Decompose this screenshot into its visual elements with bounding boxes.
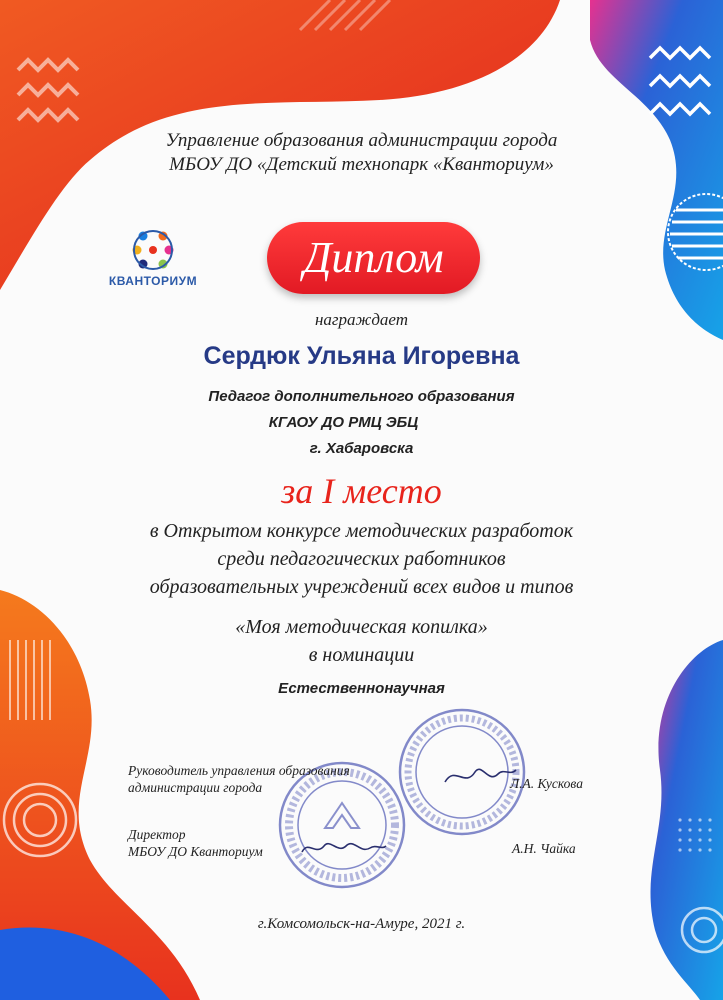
signature-2-name: А.Н. Чайка xyxy=(512,841,576,856)
awards-word: награждает xyxy=(314,310,409,329)
contest-line-3: образовательных учреждений всех видов и типов xyxy=(149,576,574,598)
signature-1-name: Л.А. Кускова xyxy=(510,776,583,791)
signature-2-role-line-1: Директор xyxy=(128,827,186,842)
recipient-organization: КГАОУ ДО РМЦ ЭБЦ xyxy=(268,414,419,431)
signature-2-role-line-2: МБОУ ДО Кванториум xyxy=(128,844,263,859)
signature-1-role xyxy=(128,762,350,796)
signature-1-role-line-1: Руководитель управления образования xyxy=(128,763,350,778)
signature-2-role xyxy=(128,826,263,860)
contest-line-2: среди педагогических работников xyxy=(217,548,506,570)
footer-place-year: г.Комсомольск-на-Амуре, 2021 г. xyxy=(257,916,466,932)
contest-line-5: в номинации xyxy=(308,644,415,666)
signature-1-role-line-2: администрации города xyxy=(128,780,263,795)
signature-2-icon xyxy=(298,832,388,862)
nomination: Естественнонаучная xyxy=(278,680,445,697)
kvantorium-logo-icon xyxy=(92,226,214,274)
contest-name: «Моя методическая копилка» xyxy=(235,616,488,638)
diploma-title: Диплом xyxy=(303,233,444,282)
header-line-2: МБОУ ДО «Детский технопарк «Кванториум» xyxy=(169,154,554,175)
signature-1-icon xyxy=(440,760,520,790)
header-line-1: Управление образования администрации города xyxy=(165,130,558,151)
kvantorium-logo xyxy=(92,226,214,294)
logo-text: КВАНТОРИУМ xyxy=(108,274,198,288)
recipient-name: Сердюк Ульяна Игоревна xyxy=(203,342,520,370)
title-banner xyxy=(267,222,480,294)
contest-line-1: в Открытом конкурсе методических разработок xyxy=(149,520,574,542)
recipient-position: Педагог дополнительного образования xyxy=(208,388,515,405)
place-award: за I место xyxy=(281,471,442,511)
recipient-city: г. Хабаровска xyxy=(309,440,414,457)
